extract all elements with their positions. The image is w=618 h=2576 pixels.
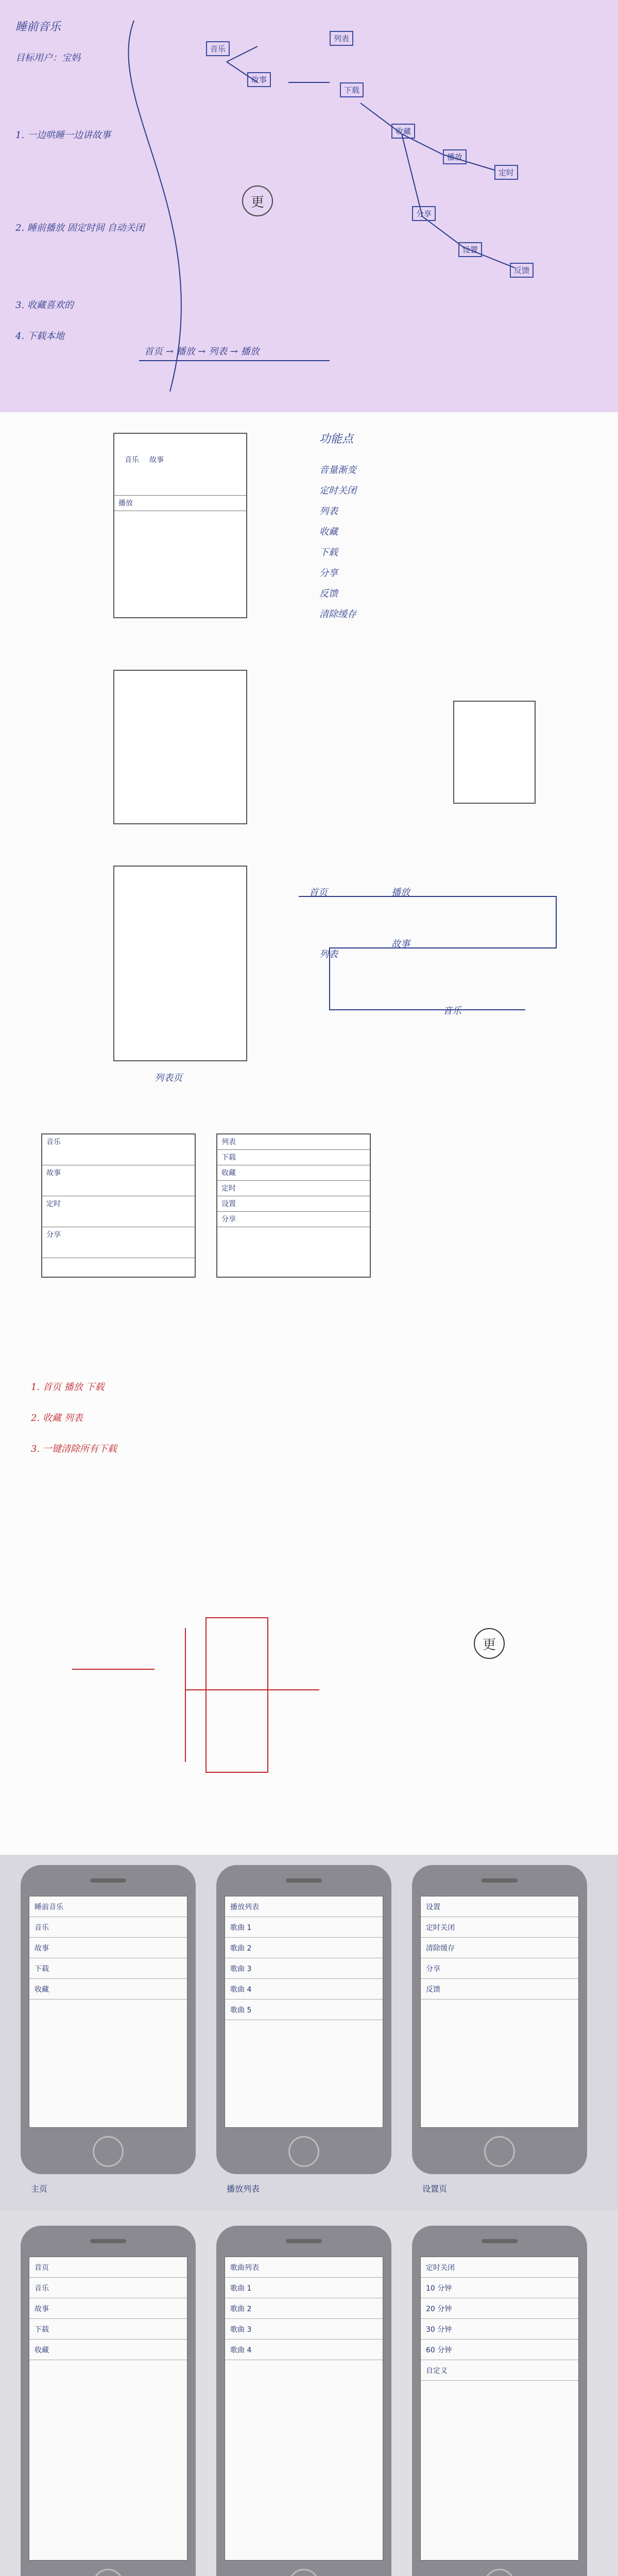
screen-row: 30 分钟 (421, 2319, 578, 2340)
screen-row: 下载 (29, 1958, 187, 1979)
mindmap-bottom-flow: 首页 → 播放 → 列表 → 播放 (144, 346, 260, 357)
screen-row: 10 分钟 (421, 2278, 578, 2298)
screen-row: 故事 (29, 2298, 187, 2319)
screen-row: 60 分钟 (421, 2340, 578, 2360)
phone-mockups-2 (0, 2210, 618, 2576)
phone-caption: 设置页 (422, 2184, 448, 2194)
screen-row: 歌曲 4 (225, 2340, 383, 2360)
feature-item: 定时关闭 (319, 485, 356, 496)
screen-row: 歌曲 3 (225, 2319, 383, 2340)
mindmap-node: 故事 (247, 72, 271, 87)
sketch-label: 故事 (149, 456, 164, 464)
speaker-icon (90, 1878, 126, 1883)
screen-row: 20 分钟 (421, 2298, 578, 2319)
red-note: 1. 首页 播放 下载 (31, 1382, 105, 1393)
menu-row: 分享 (217, 1212, 370, 1227)
phone-mockup (412, 2226, 587, 2576)
mindmap-node: 播放 (443, 149, 467, 164)
speaker-icon (286, 2239, 322, 2243)
mindmap-sketch (0, 0, 618, 412)
phone-mockup (216, 1865, 391, 2174)
home-button-icon (484, 2569, 515, 2576)
phone-caption: 播放列表 (227, 2184, 260, 2194)
menu-row: 下载 (217, 1150, 370, 1165)
speaker-icon (482, 2239, 518, 2243)
phone-screen (29, 1896, 187, 2128)
feature-item: 清除缓存 (319, 609, 356, 620)
screen-row: 歌曲 5 (225, 1999, 383, 2020)
screen-row: 睡前音乐 (29, 1896, 187, 1917)
flow-step: 故事 (391, 939, 410, 950)
mindmap-note: 4. 下载本地 (15, 331, 64, 342)
screen-row: 故事 (29, 1938, 187, 1958)
phone-screen (225, 1896, 383, 2128)
screen-row: 音乐 (29, 1917, 187, 1938)
flow-lines (288, 876, 577, 1061)
sketch-label: 音乐 (42, 1134, 195, 1165)
speaker-icon (90, 2239, 126, 2243)
screen-row: 定时关闭 (421, 1917, 578, 1938)
flow-step: 首页 (309, 887, 328, 898)
mindmap-node: 下载 (340, 82, 364, 97)
flow-step: 音乐 (443, 1006, 461, 1016)
screen-row: 清除缓存 (421, 1938, 578, 1958)
phone-caption: 主页 (31, 2184, 48, 2194)
mindmap-node: 分享 (412, 206, 436, 221)
mindmap-note: 3. 收藏喜欢的 (15, 300, 74, 311)
screen-row: 定时关闭 (421, 2257, 578, 2278)
home-wireframe-2 (41, 1133, 196, 1278)
screen-row: 音乐 (29, 2278, 187, 2298)
mindmap-lines (0, 0, 618, 412)
mindmap-note: 2. 睡前播放 固定时间 自动关闭 (15, 223, 145, 233)
red-note: 3. 一键清除所有下载 (31, 1444, 117, 1454)
screen-row: 收藏 (29, 1979, 187, 1999)
screen-row: 首页 (29, 2257, 187, 2278)
menu-row: 定时 (217, 1181, 370, 1196)
stamp-icon: 更 (474, 1628, 505, 1659)
home-button-icon (93, 2136, 124, 2167)
list-wireframe (453, 701, 536, 804)
phone-mockup (412, 1865, 587, 2174)
home-wireframe (113, 433, 247, 618)
menu-row: 收藏 (217, 1165, 370, 1181)
mindmap-title: 睡前音乐 (15, 21, 61, 33)
screen-row: 歌曲 3 (225, 1958, 383, 1979)
screen-row: 歌曲 2 (225, 1938, 383, 1958)
home-button-icon (288, 2136, 319, 2167)
feature-item: 收藏 (319, 527, 338, 537)
phone-screen (29, 2257, 187, 2561)
speaker-icon (286, 1878, 322, 1883)
menu-wireframe (216, 1133, 371, 1278)
list-page-wireframe (113, 866, 247, 1061)
home-button-icon (288, 2569, 319, 2576)
mindmap-node: 定时 (494, 165, 518, 180)
screen-row: 播放列表 (225, 1896, 383, 1917)
home-button-icon (93, 2569, 124, 2576)
screen-row: 收藏 (29, 2340, 187, 2360)
phone-mockup (21, 1865, 196, 2174)
phone-mockup (21, 2226, 196, 2576)
screen-row: 分享 (421, 1958, 578, 1979)
features-heading: 功能点 (319, 433, 354, 446)
phone-screen (420, 2257, 579, 2561)
phone-mockup (216, 2226, 391, 2576)
red-note: 2. 收藏 列表 (31, 1413, 83, 1423)
screen-row: 歌曲 2 (225, 2298, 383, 2319)
phone-mockups-1 (0, 1855, 618, 2210)
screen-row: 设置 (421, 1896, 578, 1917)
red-flow-lines (52, 1607, 412, 1793)
list-page-note: 列表页 (154, 1073, 182, 1083)
wireframe-page-1 (0, 412, 618, 1113)
screen-row: 下载 (29, 2319, 187, 2340)
sketch-label: 定时 (42, 1196, 195, 1227)
screen-row: 歌曲 1 (225, 2278, 383, 2298)
feature-item: 音量渐变 (319, 465, 356, 476)
feature-item: 反馈 (319, 588, 338, 599)
mindmap-node: 设置 (458, 242, 482, 257)
screen-row: 自定义 (421, 2360, 578, 2381)
feature-item: 列表 (319, 506, 338, 517)
sketch-label: 故事 (42, 1165, 195, 1196)
mindmap-node: 收藏 (391, 124, 415, 139)
flow-step: 播放 (391, 887, 410, 898)
sketch-label: 音乐 (125, 456, 139, 464)
screen-row: 反馈 (421, 1979, 578, 1999)
home-button-icon (484, 2136, 515, 2167)
screen-row: 歌曲 1 (225, 1917, 383, 1938)
mindmap-node: 音乐 (206, 41, 230, 56)
phone-screen (420, 1896, 579, 2128)
feature-item: 下载 (319, 547, 338, 558)
mindmap-node: 反馈 (510, 263, 534, 278)
mindmap-note: 1. 一边哄睡一边讲故事 (15, 130, 111, 141)
menu-row: 设置 (217, 1196, 370, 1212)
stamp-icon: 更 (242, 185, 273, 216)
flow-step: 列表 (319, 949, 338, 960)
feature-item: 分享 (319, 568, 338, 579)
speaker-icon (482, 1878, 518, 1883)
player-wireframe (113, 670, 247, 824)
screen-row: 歌曲列表 (225, 2257, 383, 2278)
sketch-label: 分享 (42, 1227, 195, 1258)
sketch-label: 播放 (114, 496, 246, 511)
wireframe-page-2 (0, 1113, 618, 1855)
mindmap-node: 列表 (330, 31, 353, 46)
mindmap-note: 目标用户：宝妈 (15, 53, 80, 63)
screen-row: 歌曲 4 (225, 1979, 383, 1999)
menu-row: 列表 (217, 1134, 370, 1150)
phone-screen (225, 2257, 383, 2561)
